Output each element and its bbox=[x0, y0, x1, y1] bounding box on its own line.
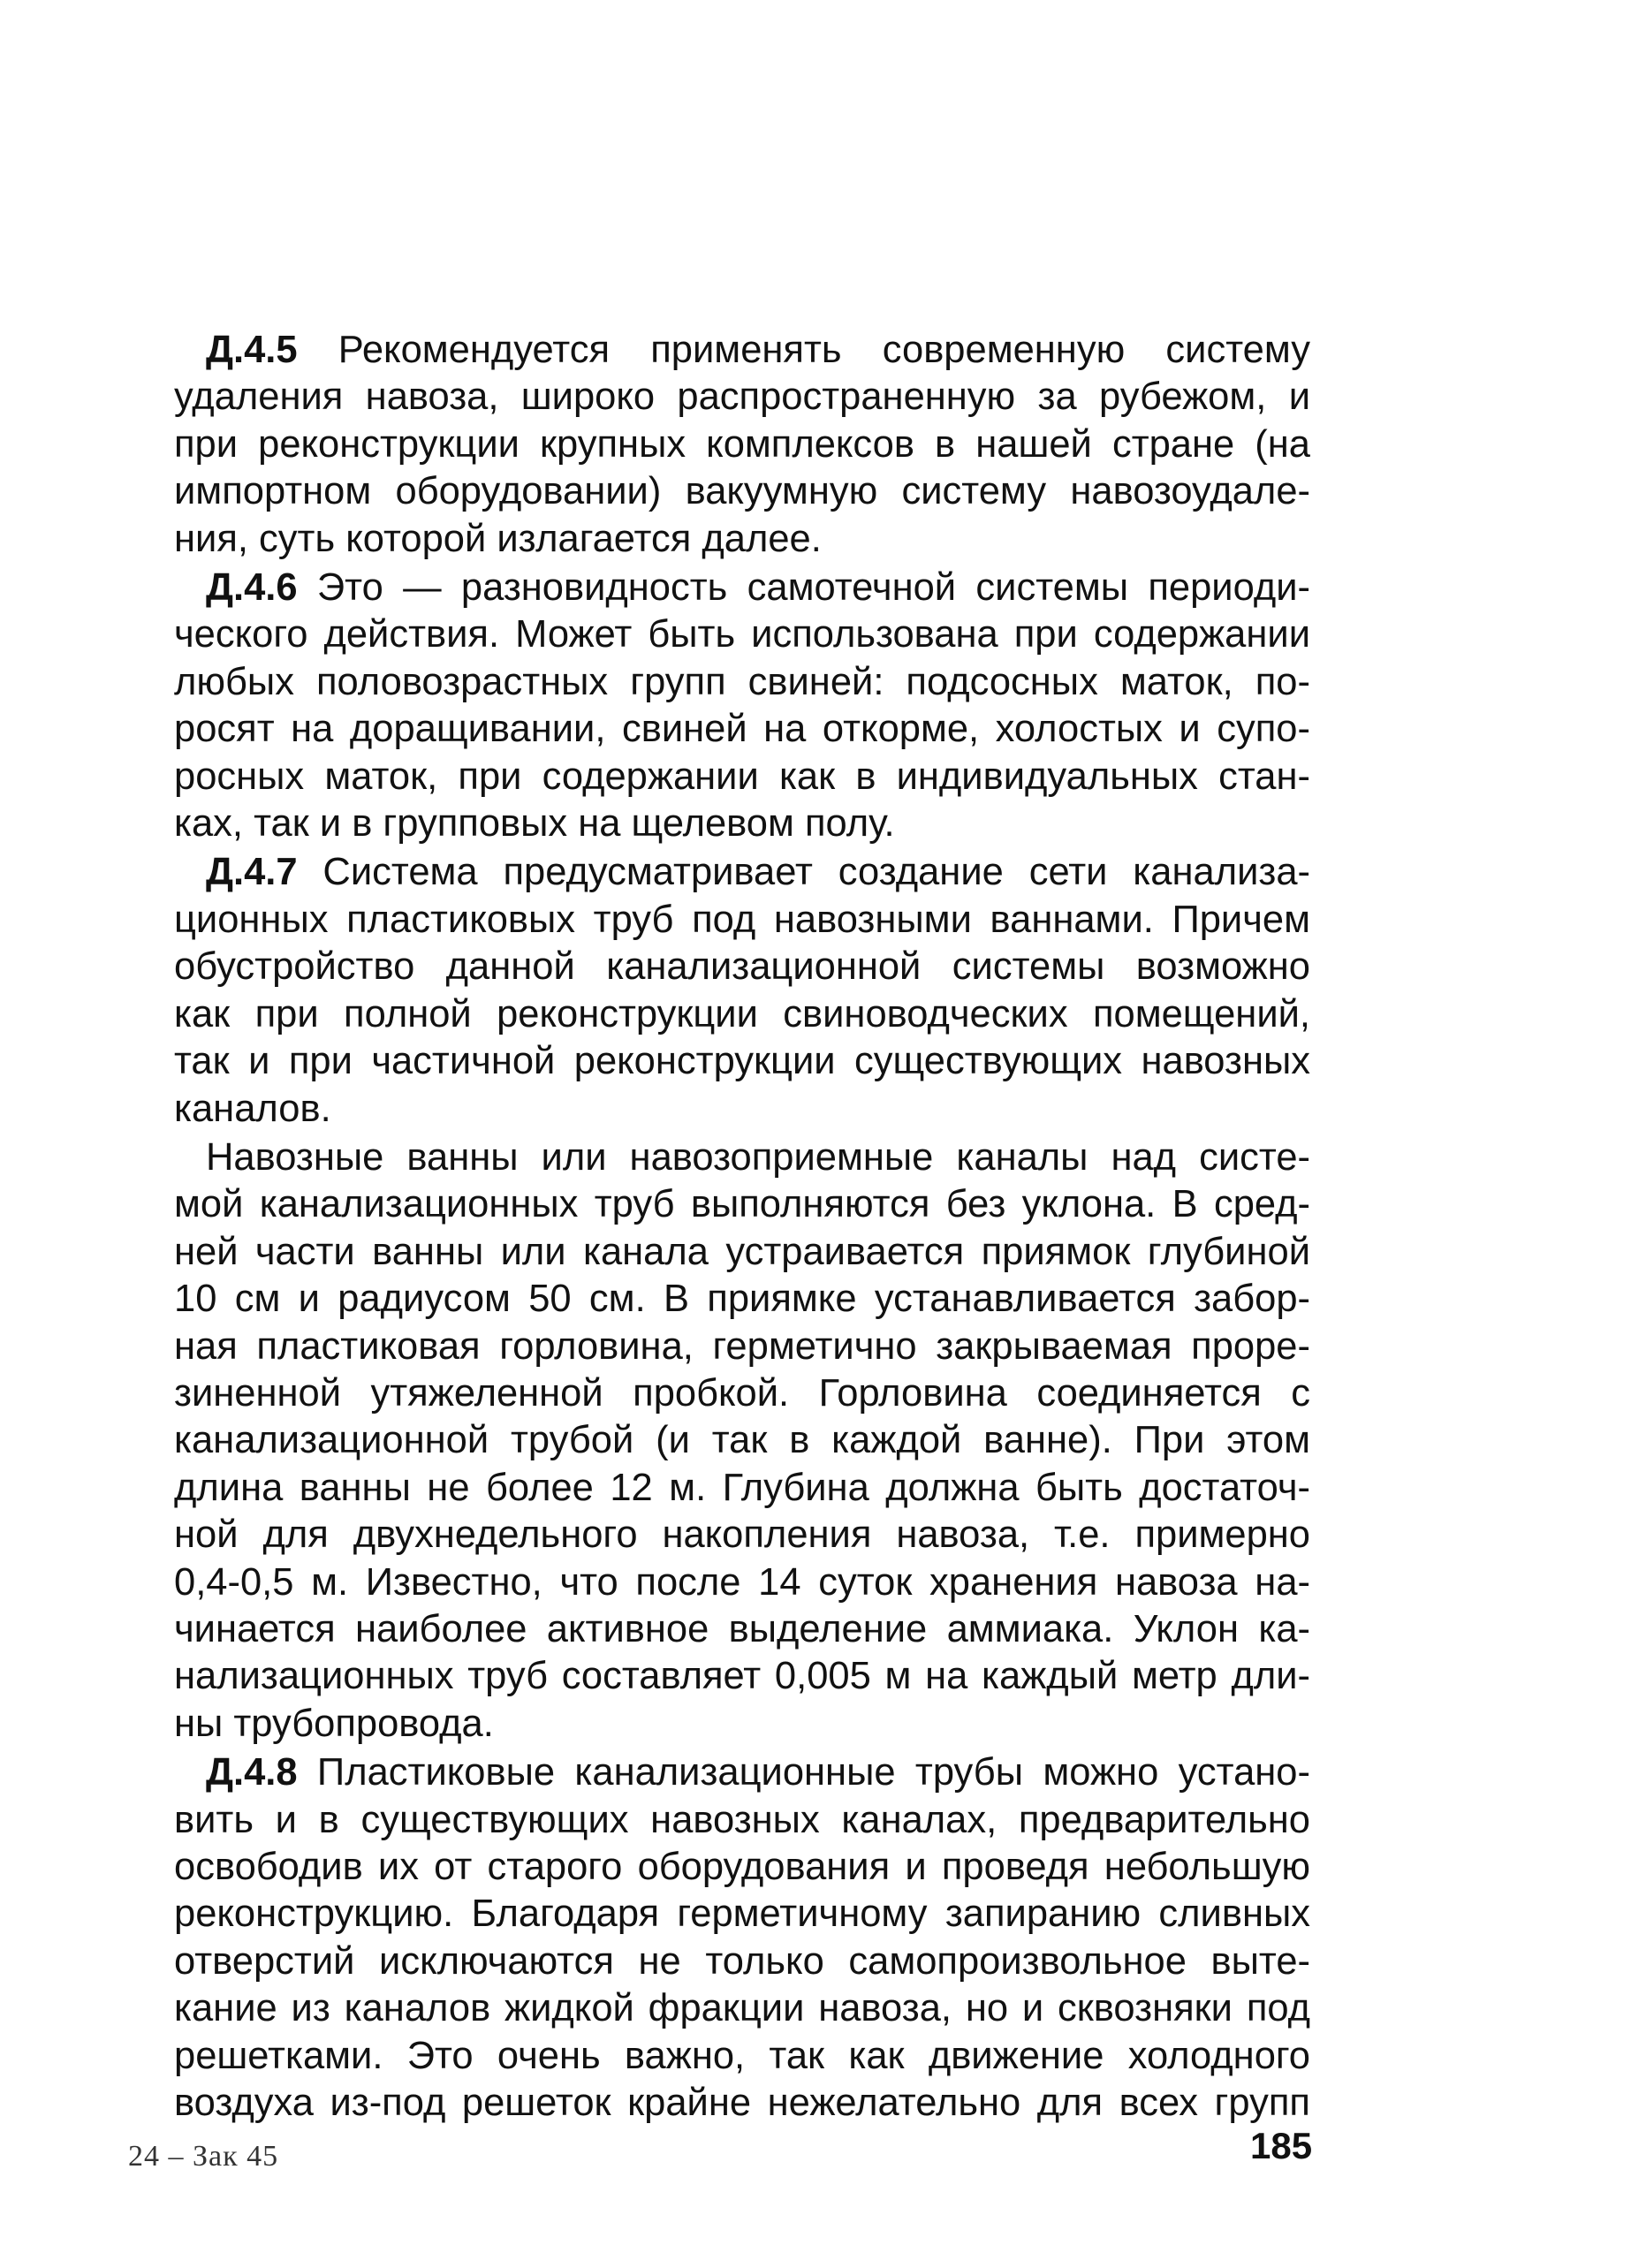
text-line: 10 см и радиусом 50 см. В приямке устанавливается забор- bbox=[174, 1278, 1310, 1321]
text-line: при реконструкции крупных комплексов в нашей стране (на bbox=[174, 422, 1310, 466]
text-line: ная пластиковая горловина, герметично закрываемая проре- bbox=[174, 1324, 1310, 1368]
text-line: росных маток, при содержании как в индивидуальных стан- bbox=[174, 755, 1310, 798]
text-line: ционных пластиковых труб под навозными ваннами. Причем bbox=[174, 898, 1310, 941]
paragraph-d-4-5 bbox=[174, 327, 1310, 563]
line-text: Это — разновидность самотечной системы периоди- bbox=[297, 566, 1310, 610]
line-text: Пластиковые канализационные трубы можно устано- bbox=[297, 1751, 1310, 1794]
text-line: 0,4-0,5 м. Известно, что после 14 суток хранения навоза на- bbox=[174, 1560, 1310, 1604]
section-number: Д.4.5 bbox=[206, 329, 298, 371]
paragraph-d-4-7 bbox=[174, 849, 1310, 1132]
text-line: импортном оборудовании) вакуумную систему навозоудале- bbox=[174, 470, 1310, 513]
text-line: длина ванны не более 12 м. Глубина должна быть достаточ- bbox=[174, 1466, 1310, 1509]
text-line: освободив их от старого оборудования и проведя небольшую bbox=[174, 1846, 1310, 1888]
text-line: решетками. Это очень важно, так как движение холодного bbox=[174, 2034, 1310, 2077]
text-line: ния, суть которой излагается далее. bbox=[174, 517, 822, 560]
line-text: Рекомендуется применять современную систему bbox=[297, 329, 1310, 371]
paragraph-manure-baths bbox=[174, 1134, 1310, 1748]
text-line: удаления навоза, широко распространенную за рубежом, и bbox=[174, 375, 1310, 419]
text-line: кание из каналов жидкой фракции навоза, но и сквозняки под bbox=[174, 1987, 1310, 2030]
text-line bbox=[174, 327, 1310, 374]
section-number: Д.4.6 bbox=[206, 566, 298, 610]
text-line: воздуха из-под решеток крайне нежелательно для всех групп bbox=[174, 2082, 1310, 2125]
text-line: обустройство данной канализационной системы возможно bbox=[174, 945, 1310, 989]
text-line: ческого действия. Может быть использована при содержании bbox=[174, 613, 1310, 656]
text-line: росят на доращивании, свиней на откорме, холостых и супо- bbox=[174, 708, 1310, 751]
text-line: любых половозрастных групп свиней: подсосных маток, по- bbox=[174, 660, 1310, 703]
text-line: чинается наиболее активное выделение аммиака. Уклон ка- bbox=[174, 1607, 1310, 1650]
body-text bbox=[174, 327, 1310, 2127]
text-line: так и при частичной реконструкции существующих навозных bbox=[174, 1040, 1310, 1083]
text-line: вить и в существующих навозных каналах, предварительно bbox=[174, 1798, 1310, 1841]
page-number: 185 bbox=[1250, 2125, 1313, 2166]
text-line: как при полной реконструкции свиноводческих помещений, bbox=[174, 992, 1310, 1035]
text-line bbox=[174, 565, 1310, 611]
line-text: Система предусматривает создание сети канализа- bbox=[297, 851, 1310, 894]
text-line: Навозные ванны или навозоприемные каналы над систе- bbox=[206, 1135, 1310, 1179]
section-number: Д.4.8 bbox=[206, 1751, 298, 1794]
section-number: Д.4.7 bbox=[206, 851, 298, 894]
text-line: ней части ванны или канала устраивается приямок глубиной bbox=[174, 1230, 1310, 1273]
text-line: ны трубопровода. bbox=[174, 1702, 494, 1745]
text-line: канализационной трубой (и так в каждой ванне). При этом bbox=[174, 1419, 1310, 1462]
text-line: реконструкцию. Благодаря герметичному запиранию сливных bbox=[174, 1893, 1310, 1936]
text-line: ной для двухнедельного накопления навоза, т.е. примерно bbox=[174, 1513, 1310, 1557]
text-line bbox=[174, 849, 1310, 896]
text-line: ках, так и в групповых на щелевом полу. bbox=[174, 802, 895, 846]
text-line: отверстий исключаются не только самопроизвольное выте- bbox=[174, 1939, 1310, 1983]
printer-signature: 24 – Зак 45 bbox=[128, 2140, 279, 2173]
paragraph-d-4-6 bbox=[174, 565, 1310, 847]
text-line: нализационных труб составляет 0,005 м на каждый метр дли- bbox=[174, 1655, 1310, 1698]
text-line: зиненной утяжеленной пробкой. Горловина соединяется с bbox=[174, 1371, 1310, 1415]
text-line bbox=[174, 1749, 1310, 1796]
text-line: мой канализационных труб выполняются без уклона. В сред- bbox=[174, 1183, 1310, 1226]
paragraph-d-4-8 bbox=[174, 1749, 1310, 2127]
text-line: каналов. bbox=[174, 1087, 331, 1130]
